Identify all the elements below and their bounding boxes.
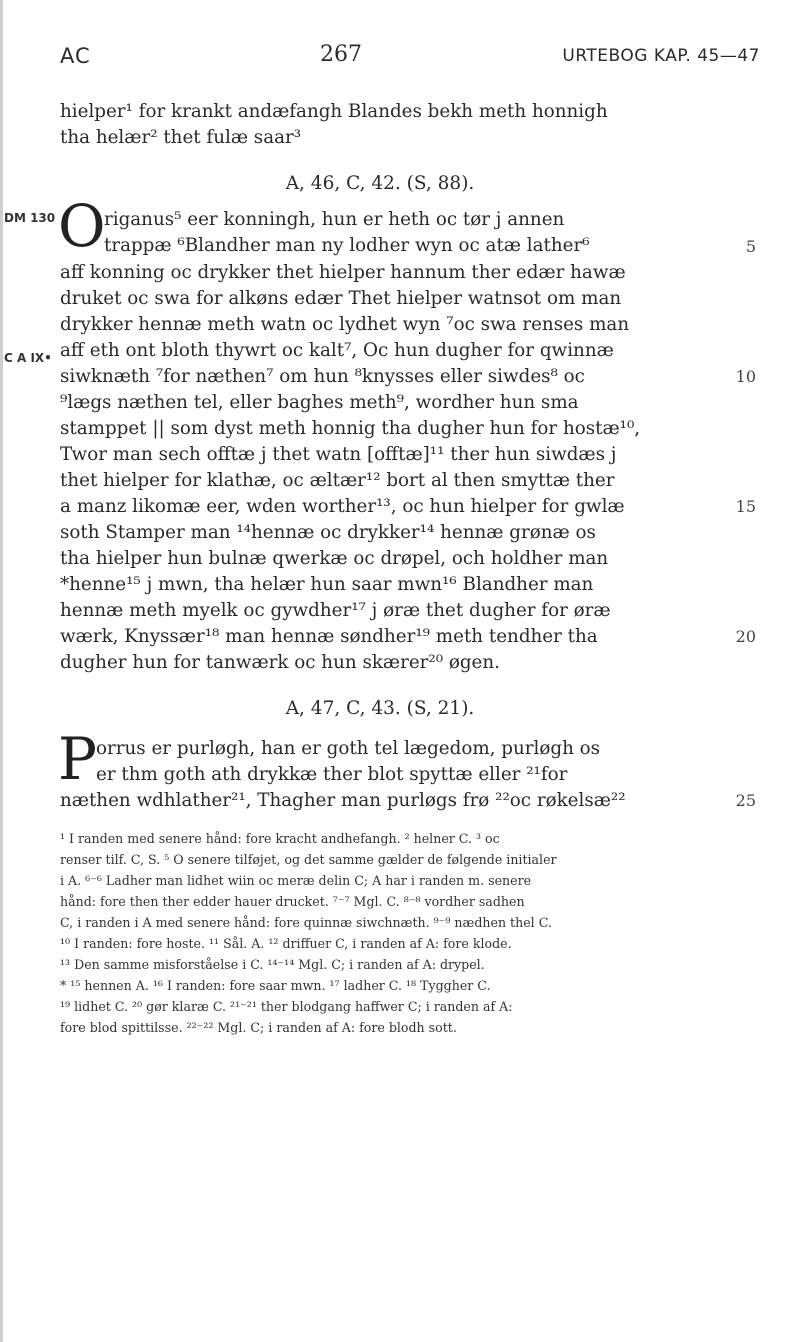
line-number: 25 (735, 791, 756, 810)
footnote-line: hånd: fore then ther edder hauer drucket. ⁷⁻⁷ Mgl. C. ⁸⁻⁸ vordher sadhen (60, 894, 525, 909)
text-line: er thm goth ath drykkæ ther blot spyttæ eller ²¹for (96, 764, 568, 785)
text-line: dugher hun for tanwærk oc hun skærer²⁰ øgen. (60, 652, 500, 673)
text-line: wærk, Knyssær¹⁸ man hennæ søndher¹⁹ meth tendher tha (60, 626, 598, 647)
text-line: hielper¹ for krankt andæfangh Blandes bekh meth honnigh (60, 101, 608, 122)
text-line: siwknæth ⁷for næthen⁷ om hun ⁸knysses eller siwdes⁸ oc (60, 366, 585, 387)
text-line: aff konning oc drykker thet hielper hannum ther edær hawæ (60, 262, 626, 283)
text-line: aff eth ont bloth thywrt oc kalt⁷, Oc hun dugher for qwinnæ (60, 340, 614, 361)
margin-ref-ca: C A IX• (4, 351, 52, 365)
page-edge-shadow (0, 0, 3, 1342)
line-number: 5 (745, 237, 756, 256)
section-heading: A, 46, C, 42. (S, 88). (285, 173, 475, 194)
text-line: drykker hennæ meth watn oc lydhet wyn ⁷oc swa renses man (60, 314, 630, 335)
text-line: *henne¹⁵ j mwn, tha helær hun saar mwn¹⁶ Blandher man (60, 574, 594, 595)
line-number: 15 (735, 497, 756, 516)
text-line: a manz likomæ eer, wden worther¹³, oc hun hielper for gwlæ (60, 496, 625, 517)
text-line: tha hielper hun bulnæ qwerkæ oc drøpel, och holdher man (60, 548, 609, 569)
text-line: trappæ ⁶Blandher man ny lodher wyn oc atæ lather⁶ (104, 235, 590, 256)
text-line: tha helær² thet fulæ saar³ (60, 127, 302, 148)
text-line: stamppet || som dyst meth honnig tha dugher hun for hostæ¹⁰, (60, 418, 641, 439)
footnote-line: C, i randen i A med senere hånd: fore quinnæ siwchnæth. ⁹⁻⁹ nædhen thel C. (60, 915, 552, 930)
footnote-line: fore blod spittilsse. ²²⁻²² Mgl. C; i randen af A: fore blodh sott. (60, 1020, 457, 1035)
footnote-line: i A. ⁶⁻⁶ Ladher man lidhet wiin oc meræ delin C; A har i randen m. senere (60, 873, 532, 888)
dropcap-initial: O (58, 192, 106, 260)
footnote-line: ¹ I randen med senere hånd: fore kracht andhefangh. ² helner C. ³ oc (60, 831, 500, 846)
margin-ref-dm: DM 130 (4, 211, 56, 225)
text-line: druket oc swa for alkøns edær Thet hielper watnsot om man (60, 288, 622, 309)
footnote-line: ¹⁰ I randen: fore hoste. ¹¹ Sål. A. ¹² driffuer C, i randen af A: fore klode. (60, 936, 512, 951)
text-line: riganus⁵ eer konningh, hun er heth oc tør j annen (104, 209, 565, 230)
text-line: orrus er purløgh, han er goth tel lægedom, purløgh os (96, 738, 601, 759)
dropcap-initial: P (58, 725, 98, 793)
section-heading: A, 47, C, 43. (S, 21). (285, 698, 475, 719)
footnote-line: ¹⁹ lidhet C. ²⁰ gør klaræ C. ²¹⁻²¹ ther blodgang haffwer C; i randen af A: (60, 999, 513, 1014)
page-number: 267 (320, 42, 362, 67)
text-line: hennæ meth myelk oc gywdher¹⁷ j øræ thet dugher for øræ (60, 600, 611, 621)
running-header (60, 44, 760, 74)
footnote-line: ¹³ Den samme misforståelse i C. ¹⁴⁻¹⁴ Mgl. C; i randen af A: drypel. (60, 957, 485, 972)
text-line: thet hielper for klathæ, oc æltær¹² bort al then smyttæ ther (60, 470, 615, 491)
text-line: næthen wdhlather²¹, Thagher man purløgs frø ²²oc røkelsæ²² (60, 790, 626, 811)
footnote-line: * ¹⁵ hennen A. ¹⁶ I randen: fore saar mwn. ¹⁷ ladher C. ¹⁸ Tyggher C. (60, 978, 491, 993)
line-number: 10 (735, 367, 756, 386)
footnote-line: renser tilf. C, S. ⁵ O senere tilføjet, og det samme gælder de følgende initialer (60, 852, 557, 867)
header-chapter: URTEBOG KAP. 45—47 (562, 46, 760, 66)
header-sigla: AC (60, 44, 91, 68)
text-line: soth Stamper man ¹⁴hennæ oc drykker¹⁴ hennæ grønæ os (60, 522, 596, 543)
text-line: ⁹lægs næthen tel, eller baghes meth⁹, wordher hun sma (60, 392, 579, 413)
text-line: Twor man sech offtæ j thet watn [offtæ]¹¹ ther hun siwdæs j (60, 444, 617, 465)
line-number: 20 (735, 627, 756, 646)
